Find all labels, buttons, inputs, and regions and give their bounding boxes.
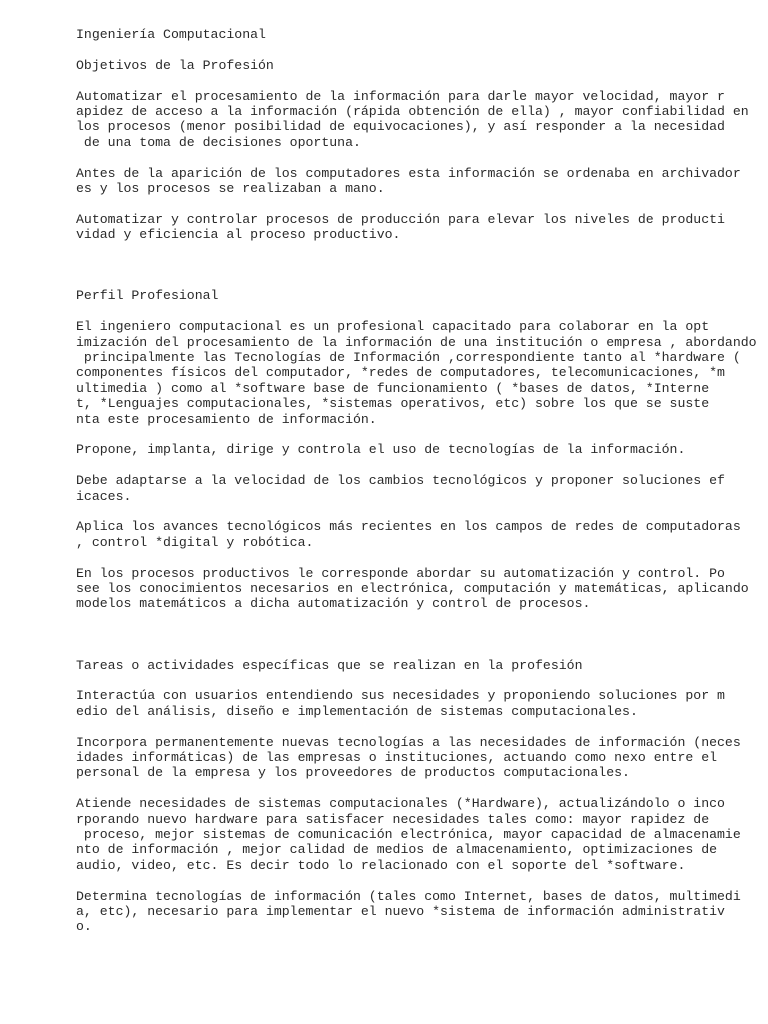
- paragraph-objetivos-2: [76, 166, 756, 197]
- text-line: componentes físicos del computador, *redes de computadores, telecomunicaciones, *m: [76, 365, 725, 381]
- text-line: see los conocimientos necesarios en electrónica, computación y matemáticas, aplicando: [76, 580, 749, 596]
- section-heading-objetivos: Objetivos de la Profesión: [76, 57, 274, 73]
- paragraph-objetivos-3: [76, 212, 756, 243]
- paragraph-objetivos-1: [76, 89, 756, 151]
- text-line: icaces.: [76, 488, 132, 504]
- text-line: nta este procesamiento de información.: [76, 411, 377, 427]
- text-line: Automatizar el procesamiento de la información para darle mayor velocidad, mayor r: [76, 88, 725, 104]
- paragraph-perfil-2: [76, 442, 756, 457]
- text-line: es y los procesos se realizaban a mano.: [76, 180, 385, 196]
- text-line: Debe adaptarse a la velocidad de los cambios tecnológicos y proponer soluciones ef: [76, 473, 725, 489]
- text-line: edio del análisis, diseño e implementación de sistemas computacionales.: [76, 703, 638, 719]
- document-title: Ingeniería Computacional: [76, 27, 266, 42]
- text-line: nto de información , mejor calidad de medios de almacenamiento, optimizaciones de: [76, 842, 718, 858]
- paragraph-tareas-1: [76, 688, 756, 719]
- text-line: Antes de la aparición de los computadores esta información se ordenaba en archivador: [76, 165, 741, 181]
- paragraph-perfil-5: [76, 566, 756, 612]
- text-line: personal de la empresa y los proveedores de productos computacionales.: [76, 765, 630, 781]
- section-heading-perfil: Perfil Profesional: [76, 288, 219, 304]
- text-line: , control *digital y robótica.: [76, 534, 314, 550]
- text-line: Propone, implanta, dirige y controla el uso de tecnologías de la información.: [76, 442, 686, 458]
- document-page: [76, 27, 756, 935]
- text-line: En los procesos productivos le corresponde abordar su automatización y control. Po: [76, 565, 725, 581]
- paragraph-tareas-2: [76, 735, 756, 781]
- text-line: idades informáticas) de las empresas o instituciones, actuando como nexo entre el: [76, 750, 718, 766]
- text-line: rporando nuevo hardware para satisfacer necesidades tales como: mayor rapidez de: [76, 811, 710, 827]
- text-line: t, *Lenguajes computacionales, *sistemas operativos, etc) sobre los que se suste: [76, 396, 710, 412]
- text-line: apidez de acceso a la información (rápida obtención de ella) , mayor confiabilidad en: [76, 103, 749, 119]
- text-line: Determina tecnologías de información (tales como Internet, bases de datos, multimedi: [76, 888, 741, 904]
- text-line: de una toma de decisiones oportuna.: [76, 134, 361, 150]
- paragraph-perfil-4: [76, 519, 756, 550]
- text-line: proceso, mejor sistemas de comunicación electrónica, mayor capacidad de almacenamie: [76, 826, 741, 842]
- text-line: Interactúa con usuarios entendiendo sus necesidades y proponiendo soluciones por m: [76, 688, 725, 704]
- paragraph-tareas-3: [76, 796, 756, 873]
- text-line: principalmente las Tecnologías de Información ,correspondiente tanto al *hardware (: [76, 350, 741, 366]
- text-line: Automatizar y controlar procesos de producción para elevar los niveles de producti: [76, 211, 725, 227]
- paragraph-tareas-4: [76, 889, 756, 935]
- text-line: Atiende necesidades de sistemas computacionales (*Hardware), actualizándolo o inco: [76, 796, 725, 812]
- text-line: Aplica los avances tecnológicos más recientes en los campos de redes de computadoras: [76, 519, 741, 535]
- paragraph-perfil-1: [76, 319, 756, 427]
- text-line: modelos matemáticos a dicha automatización y control de procesos.: [76, 596, 591, 612]
- text-line: vidad y eficiencia al proceso productivo.: [76, 227, 401, 243]
- paragraph-perfil-3: [76, 473, 756, 504]
- text-line: a, etc), necesario para implementar el nuevo *sistema de información administrativ: [76, 903, 725, 919]
- text-line: El ingeniero computacional es un profesional capacitado para colaborar en la opt: [76, 319, 710, 335]
- text-line: Incorpora permanentemente nuevas tecnologías a las necesidades de información (neces: [76, 734, 741, 750]
- text-line: o.: [76, 919, 92, 935]
- section-heading-tareas: Tareas o actividades específicas que se realizan en la profesión: [76, 657, 583, 673]
- text-line: imización del procesamiento de la información de una institución o empresa , abordando: [76, 334, 757, 350]
- text-line: los procesos (menor posibilidad de equivocaciones), y así responder a la necesidad: [76, 119, 725, 135]
- text-line: audio, video, etc. Es decir todo lo relacionado con el soporte del *software.: [76, 857, 686, 873]
- text-line: ultimedia ) como al *software base de funcionamiento ( *bases de datos, *Interne: [76, 380, 710, 396]
